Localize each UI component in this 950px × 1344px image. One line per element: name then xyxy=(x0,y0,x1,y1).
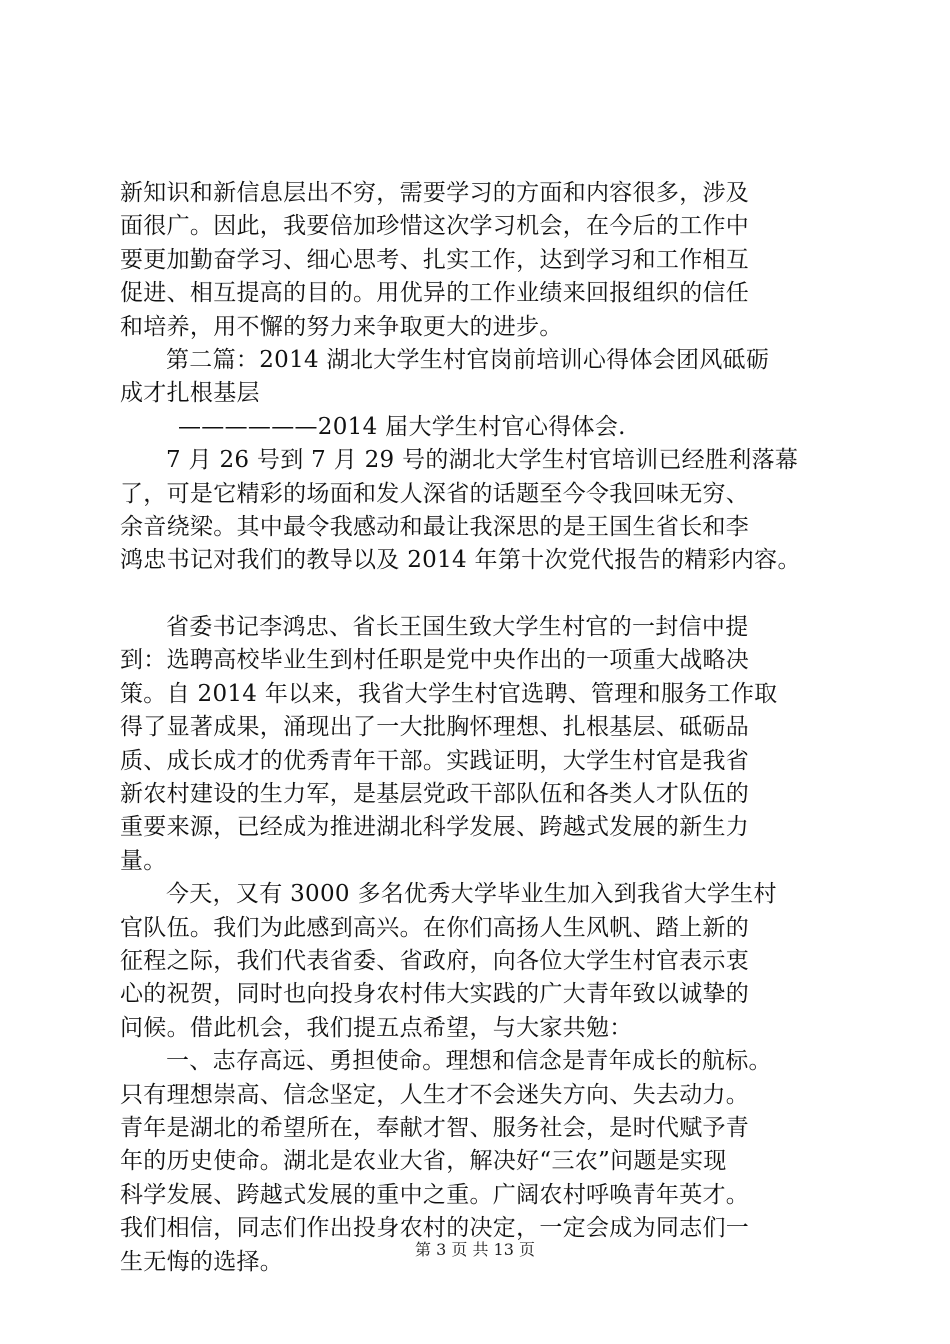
text-line: 7 月 26 号到 7 月 29 号的湖北大学生村官培训已经胜利落幕 xyxy=(166,447,799,474)
text-line: 官队伍。我们为此感到高兴。在你们高扬人生风帆、踏上新的 xyxy=(120,914,750,941)
paragraph-gap xyxy=(120,578,838,611)
text-line: 心的祝贺，同时也向投身农村伟大实践的广大青年致以诚挚的 xyxy=(120,981,750,1008)
text-line: 了，可是它精彩的场面和发人深省的话题至今令我回味无穷、 xyxy=(120,480,750,507)
document-body xyxy=(120,177,838,1279)
text-line: 余音绕梁。其中最令我感动和最让我深思的是王国生省长和李 xyxy=(120,513,750,540)
text-line: 一、志存高远、勇担使命。理想和信念是青年成长的航标。 xyxy=(166,1048,772,1075)
text-line: 年的历史使命。湖北是农业大省，解决好“三农”问题是实现 xyxy=(120,1148,727,1175)
text-line: 新农村建设的生力军，是基层党政干部队伍和各类人才队伍的 xyxy=(120,781,750,808)
text-line: 面很广。因此，我要倍加珍惜这次学习机会，在今后的工作中 xyxy=(120,213,750,240)
text-line: 量。 xyxy=(120,847,167,874)
text-line: 科学发展、跨越式发展的重中之重。广阔农村呼唤青年英才。 xyxy=(120,1181,750,1208)
text-line: 青年是湖北的希望所在，奉献才智、服务社会，是时代赋予青 xyxy=(120,1114,750,1141)
text-line: 到：选聘高校毕业生到村任职是党中央作出的一项重大战略决 xyxy=(120,647,750,674)
text-line: 要更加勤奋学习、细心思考、扎实工作，达到学习和工作相互 xyxy=(120,246,750,273)
text-line: 得了显著成果，涌现出了一大批胸怀理想、扎根基层、砥砺品 xyxy=(120,714,750,741)
text-line: 征程之际，我们代表省委、省政府，向各位大学生村官表示衷 xyxy=(120,947,750,974)
text-line: 新知识和新信息层出不穷，需要学习的方面和内容很多，涉及 xyxy=(120,180,750,206)
section-title: 第二篇：2014 湖北大学生村官岗前培训心得体会团风砥砺 xyxy=(166,346,770,373)
text-line: 促进、相互提高的目的。用优异的工作业绩来回报组织的信任 xyxy=(120,280,750,307)
text-line: 鸿忠书记对我们的教导以及 2014 年第十次党代报告的精彩内容。 xyxy=(120,547,801,574)
text-line: 策。自 2014 年以来，我省大学生村官选聘、管理和服务工作取 xyxy=(120,680,778,707)
text-line: 和培养，用不懈的努力来争取更大的进步。 xyxy=(120,313,563,340)
section-title-continued: 成才扎根基层 xyxy=(120,380,260,407)
page-number-footer: 第 3 页 共 13 页 xyxy=(415,1240,535,1259)
text-line: 我们相信，同志们作出投身农村的决定，一定会成为同志们一 xyxy=(120,1215,750,1242)
text-line: 质、成长成才的优秀青年干部。实践证明，大学生村官是我省 xyxy=(120,747,750,774)
text-line: 重要来源，已经成为推进湖北科学发展、跨越式发展的新生力 xyxy=(120,814,750,841)
text-line: 今天，又有 3000 多名优秀大学毕业生加入到我省大学生村 xyxy=(166,881,777,908)
text-line: 只有理想崇高、信念坚定，人生才不会迷失方向、失去动力。 xyxy=(120,1081,750,1108)
text-line: 问候。借此机会，我们提五点希望，与大家共勉： xyxy=(120,1014,633,1041)
text-line: 生无悔的选择。 xyxy=(120,1248,284,1275)
subtitle: ——————2014 届大学生村官心得体会. xyxy=(178,413,626,440)
text-line: 省委书记李鸿忠、省长王国生致大学生村官的一封信中提 xyxy=(166,614,749,641)
